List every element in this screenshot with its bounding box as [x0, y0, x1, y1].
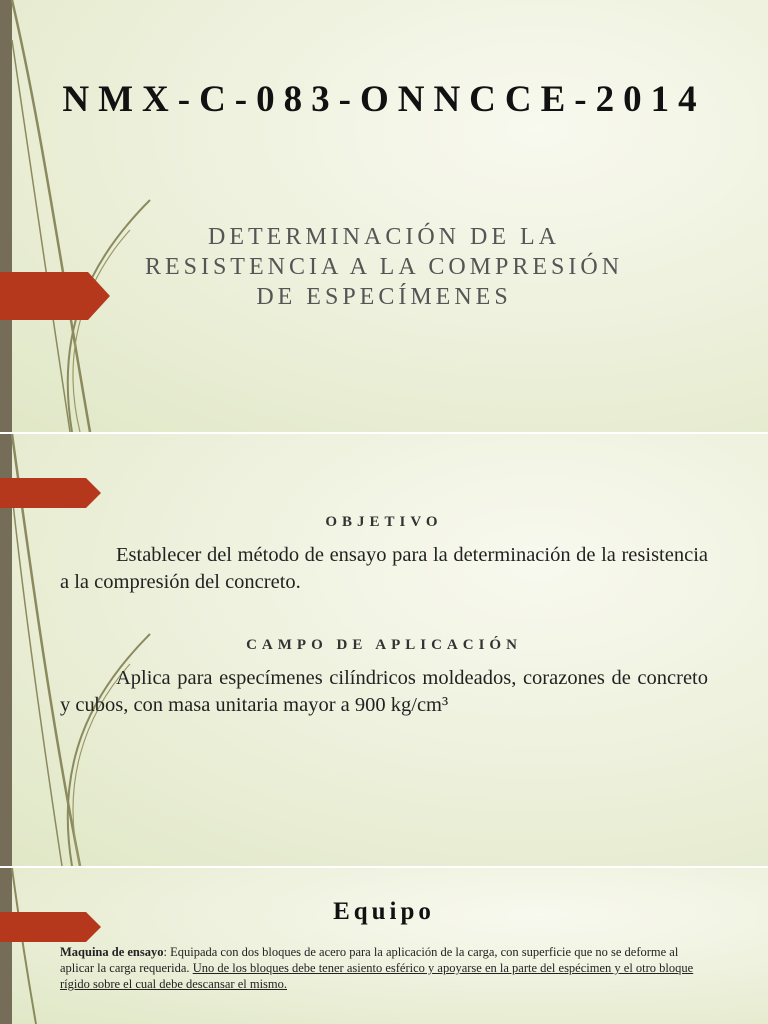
equipo-paragraph [60, 944, 712, 992]
left-bar [0, 0, 12, 432]
subtitle-line: DE ESPECÍMENES [256, 284, 512, 310]
slide-objetivo [0, 434, 768, 866]
accent-tab [0, 478, 110, 508]
subtitle-line: DETERMINACIÓN DE LA [208, 224, 560, 250]
subtitle-line: RESISTENCIA A LA COMPRESIÓN [144, 254, 624, 280]
slide-equipo [0, 868, 768, 1024]
campo-paragraph: Aplica para especímenes cilíndricos moldeados, corazones de concreto y cubos, con masa unitaria mayor a 900 kg/cm³ [60, 667, 708, 716]
equipo-text-underlined: Uno de los bloques debe tener asiento esférico y apoyarse en la parte del espécimen y el otro bloque rígido sobre el cual debe descansar el mismo. [60, 961, 694, 991]
slide-title [0, 0, 768, 432]
document-title: NMX-C-083-ONNCCE-2014 [62, 79, 706, 120]
objetivo-paragraph: Establecer del método de ensayo para la determinación de la resistencia a la compresión del concreto. [60, 544, 708, 593]
equipo-term: Maquina de ensayo [60, 945, 164, 959]
campo-heading: CAMPO DE APLICACIÓN [246, 637, 522, 653]
document-subtitle [60, 222, 708, 312]
decorative-swoosh [0, 0, 200, 432]
equipo-heading: Equipo [333, 898, 435, 925]
equipo-text-plain: : Equipada con dos bloques de acero para la aplicación de la carga, con superficie que no se deforme al aplicar la carga requerida. [60, 945, 679, 975]
left-bar [0, 868, 12, 1024]
objetivo-heading: OBJETIVO [325, 514, 443, 530]
